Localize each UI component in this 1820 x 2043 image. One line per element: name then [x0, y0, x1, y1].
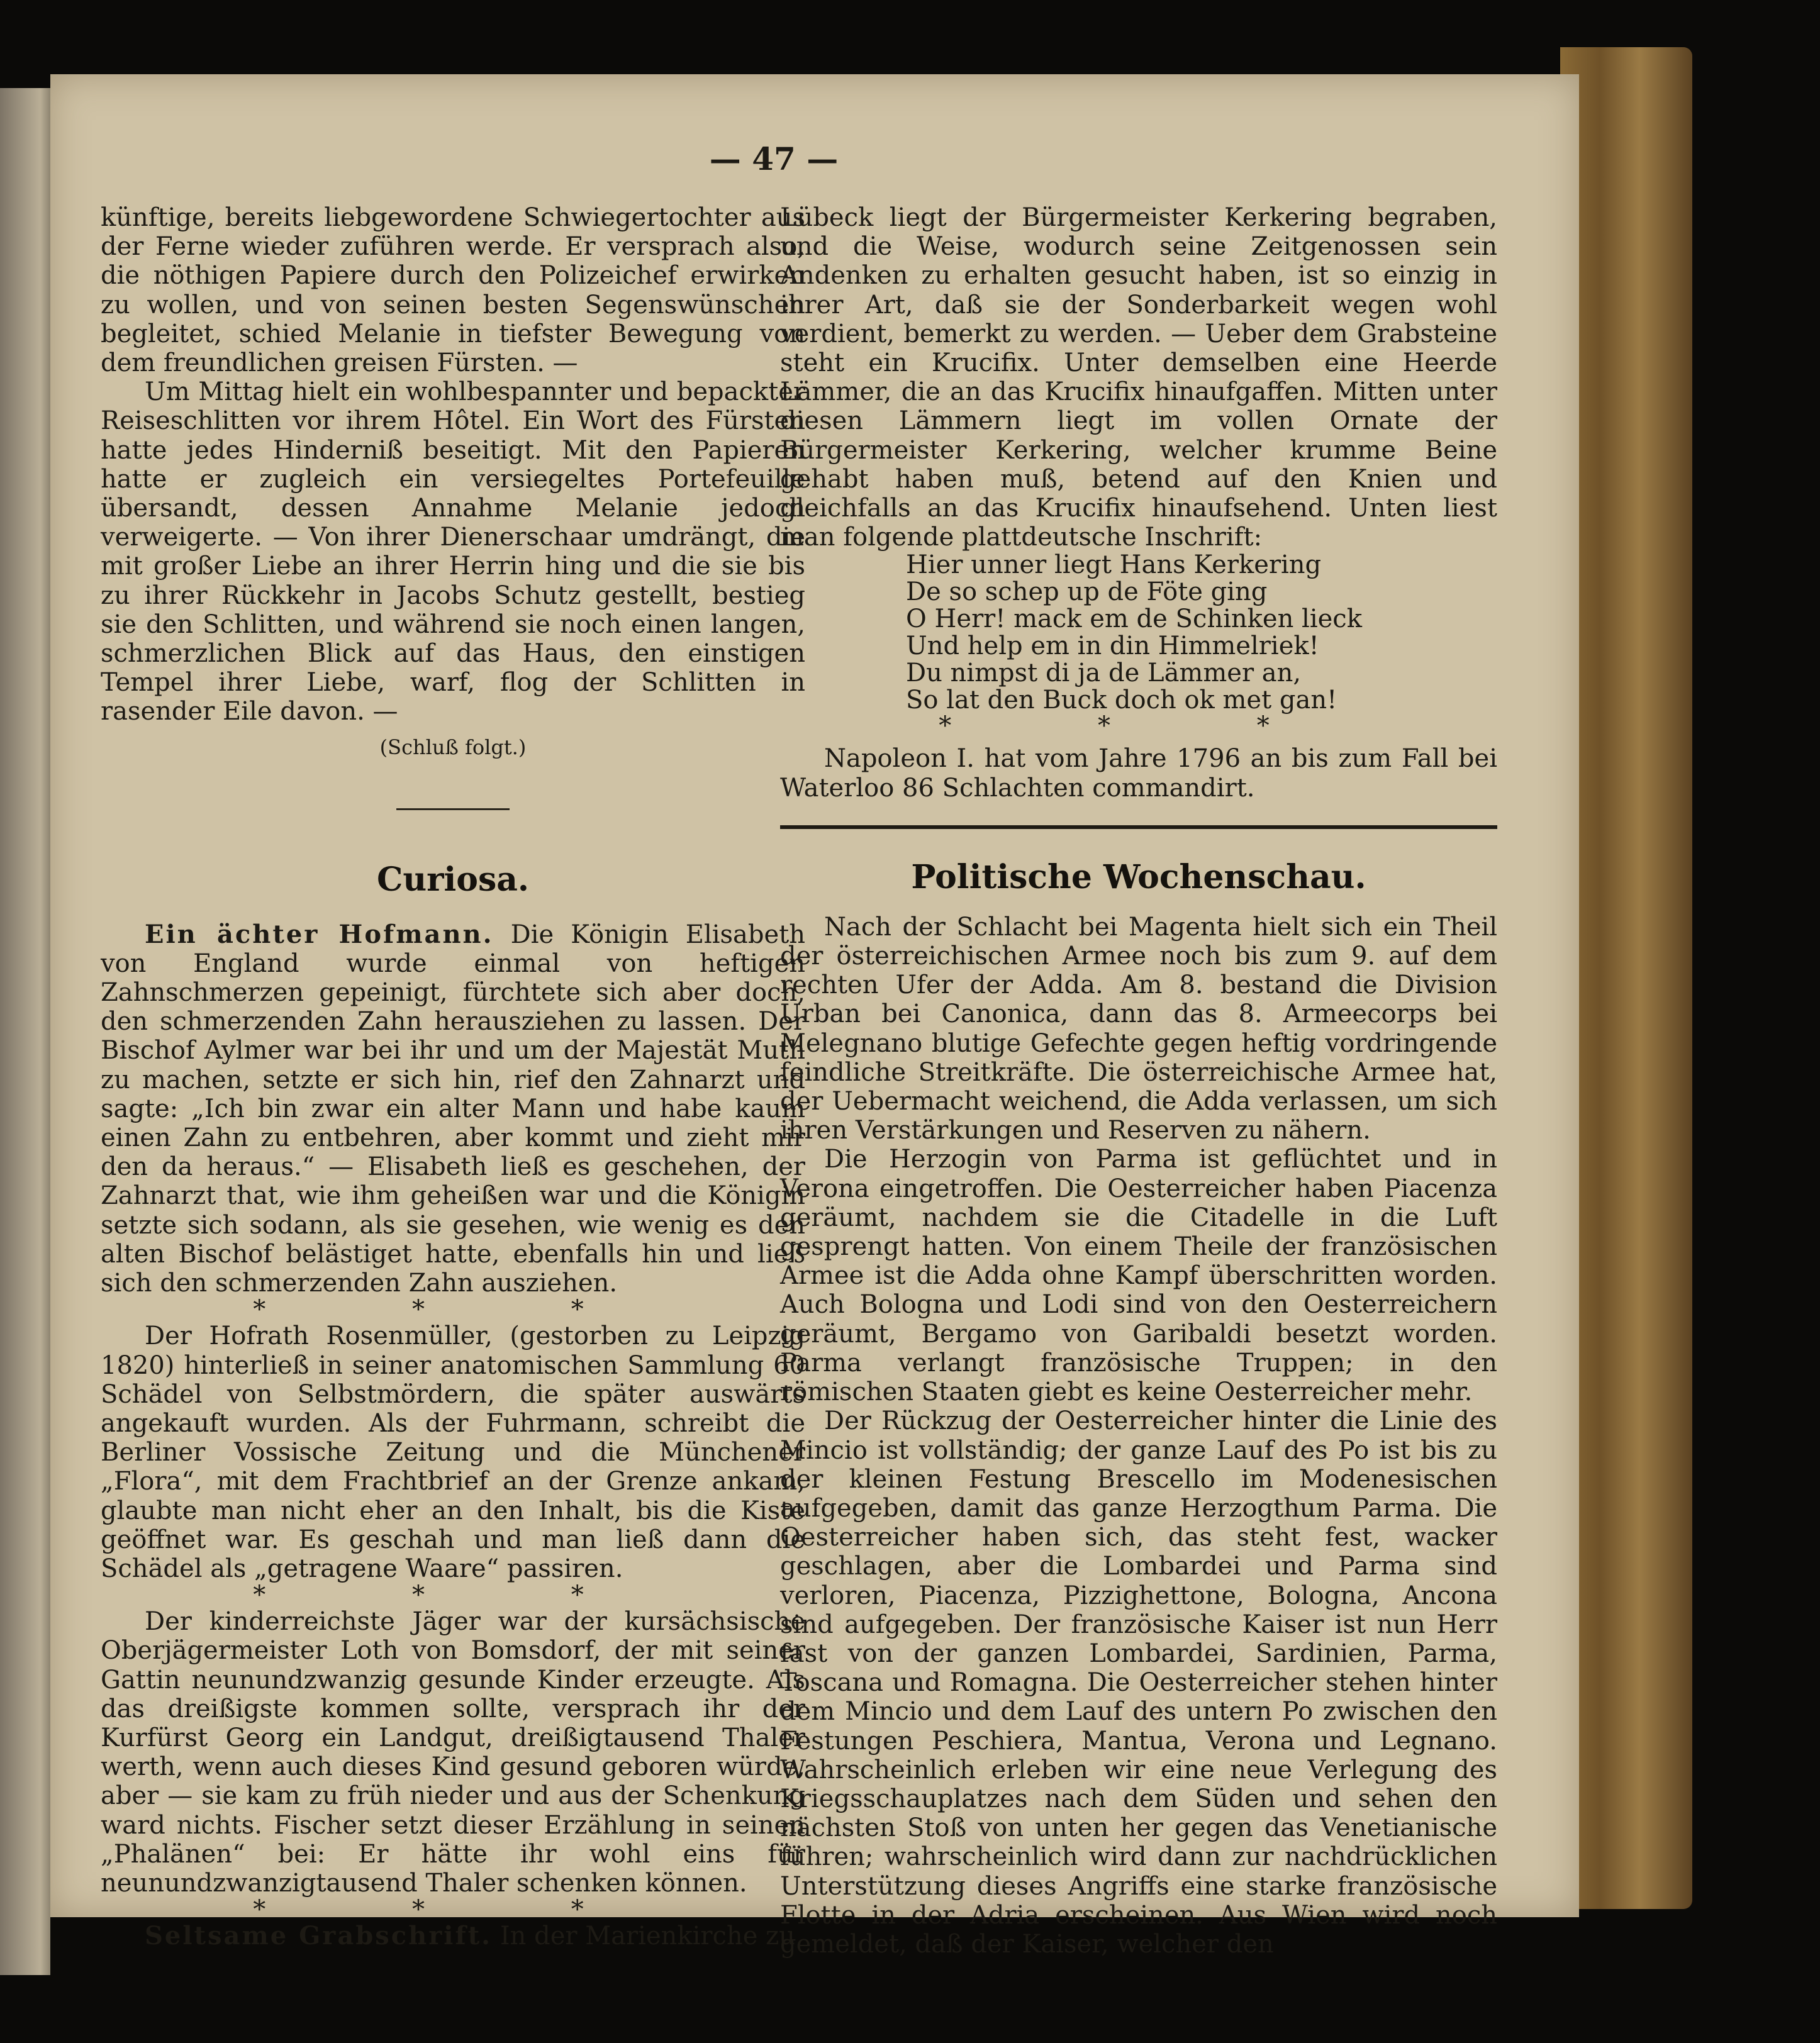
curiosa-item [101, 1922, 805, 1951]
book-binding-edge [1560, 47, 1692, 1909]
poem-line: De so schep up de Föte ging [906, 577, 1268, 607]
politics-paragraph: Der Rückzug der Oesterreicher hinter die Linie des Mincio ist vollständig; der ganze Lauf des Po ist bis zu der kleinen Festung Brescello im Modenesischen aufgegeben, damit das ganze Herzogthum Parma. Die Oesterreicher haben sich, das steht fest, wacker geschlagen, aber die Lombardei und Parma sind verloren, Piacenza, Pizzighettone, Bologna, Ancona sind aufgegeben. Der französische Kaiser ist nun Herr fast von der ganzen Lombardei, Sardinien, Parma, Toscana und Romagna. Die Oesterreicher stehen hinter dem Mincio und dem Lauf des untern Po zwischen den Festungen Peschiera, Mantua, Verona und Legnano. Wahrscheinlich erleben wir eine neue Verlegung des Kriegsschauplatzes nach dem Süden und sehen den nächsten Stoß von unten her gegen das Venetianische führen; wahrscheinlich wird dann zur nachdrücklichen Unterstützung dieses Angriffs eine starke französische Flotte in der Adria erscheinen. Aus Wien wird noch gemeldet, daß der Kaiser, welcher den [780, 1406, 1497, 1959]
curiosa-item-text: Die Königin Elisabeth von England wurde einmal von heftigen Zahnschmerzen gepeinigt, fürchtete sich aber doch, den schmerzenden Zahn herausziehen zu lassen. Der Bischof Aylmer war bei ihr und um der Majestät Muth zu machen, setzte er sich hin, rief den Zahnarzt und sagte: „Ich bin zwar ein alter Mann und habe kaum einen Zahn zu entbehren, aber kommt und zieht mir den da heraus.“ — Elisabeth ließ es geschehen, der Zahnarzt that, wie ihm geheißen war und die Königin setzte sich sodann, als sie gesehen, wie wenig es den alten Bischof belästiget hatte, ebenfalls hin und ließ sich den schmerzenden Zahn ausziehen. [101, 920, 806, 1298]
story-paragraph: künftige, bereits liebgewordene Schwiegertochter aus der Ferne wieder zuführen werde. Er versprach also, die nöthigen Papiere durch den Polizeichef erwirken zu wollen, und von seinen besten Segenswünschen begleitet, schied Melanie in tiefster Bewegung von dem freundlichen greisen Fürsten. — [101, 203, 805, 378]
politics-paragraph: Die Herzogin von Parma ist geflüchtet und in Verona eingetroffen. Die Oesterreicher haben Piacenza geräumt, nachdem sie die Citadelle in die Luft gesprengt hatten. Von einem Theile der französischen Armee ist die Adda ohne Kampf überschritten worden. Auch Bologna und Lodi sind von den Oesterreichern geräumt, Bergamo von Garibaldi besetzt worden. Parma verlangt französische Truppen; in den römischen Staaten giebt es keine Oesterreicher mehr. [780, 1145, 1497, 1407]
curiosa-heading: Curiosa. [376, 860, 530, 899]
newspaper-page [50, 74, 1579, 1959]
previous-page-edge [0, 88, 50, 1975]
star-separator: * * * [253, 1581, 653, 1610]
left-column [101, 203, 805, 1951]
curiosa-item-text: In der Marienkirche zu [500, 1922, 795, 1951]
curiosa-item: Der kinderreichste Jäger war der kursächsische Oberjägermeister Loth von Bomsdorf, der mit seiner Gattin neunundzwanzig gesunde Kinder erzeugte. Als das dreißigste kommen sollte, versprach ihr der Kurfürst Georg ein Landgut, dreißigtausend Thaler werth, wenn auch dieses Kind gesund geboren würde, aber — sie kam zu früh nieder und aus der Schenkung ward nichts. Fischer setzt dieser Erzählung in seinen „Phalänen“ bei: Er hätte ihr wohl eins für neunundzwanzigtausend Thaler schenken können. [101, 1607, 805, 1898]
poem-line: Du nimpst di ja de Lämmer an, [906, 659, 1302, 688]
poem-line: Hier unner liegt Hans Kerkering [906, 550, 1322, 580]
poem-line: So lat den Buck doch ok met gan! [906, 686, 1337, 715]
continued-note: (Schluß folgt.) [379, 735, 527, 759]
curiosa-item [101, 920, 805, 1298]
story-paragraph: Um Mittag hielt ein wohlbespannter und bepackter Reiseschlitten vor ihrem Hôtel. Ein Wort des Fürsten hatte jedes Hinderniß beseitigt. Mit den Papieren hatte er zugleich ein versiegeltes Portefeuille übersandt, dessen Annahme Melanie jedoch verweigerte. — Von ihrer Dienerschaar umdrängt, die mit großer Liebe an ihrer Herrin hing und die sie bis zu ihrer Rückkehr in Jacobs Schutz gestellt, bestieg sie den Schlitten, und während sie noch einen langen, schmerzlichen Blick auf das Haus, den einstigen Tempel ihrer Liebe, warf, flog der Schlitten in rasender Eile davon. — [101, 377, 805, 726]
napoleon-note: Napoleon I. hat vom Jahre 1796 an bis zum Fall bei Waterloo 86 Schlachten commandirt. [780, 744, 1497, 803]
curiosa-item: Der Hofrath Rosenmüller, (gestorben zu Leipzig 1820) hinterließ in seiner anatomischen Sammlung 60 Schädel von Selbstmördern, die später auswärts angekauft wurden. Als der Fuhrmann, schreibt die Berliner Vossische Zeitung und die Münchener „Flora“, mit dem Frachtbrief an der Grenze ankam, glaubte man nicht eher an den Inhalt, bis die Kiste geöffnet war. Es geschah und man ließ dann die Schädel als „getragene Waare“ passiren. [101, 1322, 805, 1583]
politics-paragraph: Nach der Schlacht bei Magenta hielt sich ein Theil der österreichischen Armee noch bis zum 9. auf dem rechten Ufer der Adda. Am 8. bestand die Division Urban bei Canonica, dann das 8. Armeecorps bei Melegnano blutige Gefechte gegen heftig vordringende feindliche Streitkräfte. Die österreichische Armee hat, der Uebermacht weichend, die Adda verlassen, um sich ihren Verstärkungen und Reserven zu nähern. [780, 912, 1497, 1145]
politics-heading: Politische Wochenschau. [911, 857, 1366, 896]
poem-line: Und help em in din Himmelriek! [906, 632, 1319, 661]
right-column [780, 203, 1497, 1959]
curiosa-item-title: Seltsame Grabschrift. [145, 1921, 493, 1951]
star-separator: * * * [253, 1295, 653, 1325]
star-separator: * * * [939, 711, 1339, 741]
curiosa-item-title: Ein ächter Hofmann. [145, 919, 494, 949]
star-separator: * * * [253, 1895, 653, 1925]
poem-inscription [906, 552, 1497, 714]
page-number: — 47 — [709, 140, 839, 177]
grabschrift-continuation: Lübeck liegt der Bürgermeister Kerkering begraben, und die Weise, wodurch seine Zeitgenossen sein Andenken zu erhalten gesucht haben, ist so einzig in ihrer Art, daß sie der Sonderbarkeit wegen wohl verdient, bemerkt zu werden. — Ueber dem Grabsteine steht ein Krucifix. Unter demselben eine Heerde Lämmer, die an das Krucifix hinaufgaffen. Mitten unter diesen Lämmern liegt im vollen Ornate der Bürgermeister Kerkering, welcher krumme Beine gehabt haben muß, betend auf den Knien und gleichfalls an das Krucifix hinaufsehend. Unten liest man folgende plattdeutsche Inschrift: [780, 203, 1497, 552]
poem-line: O Herr! mack em de Schinken lieck [906, 604, 1362, 634]
